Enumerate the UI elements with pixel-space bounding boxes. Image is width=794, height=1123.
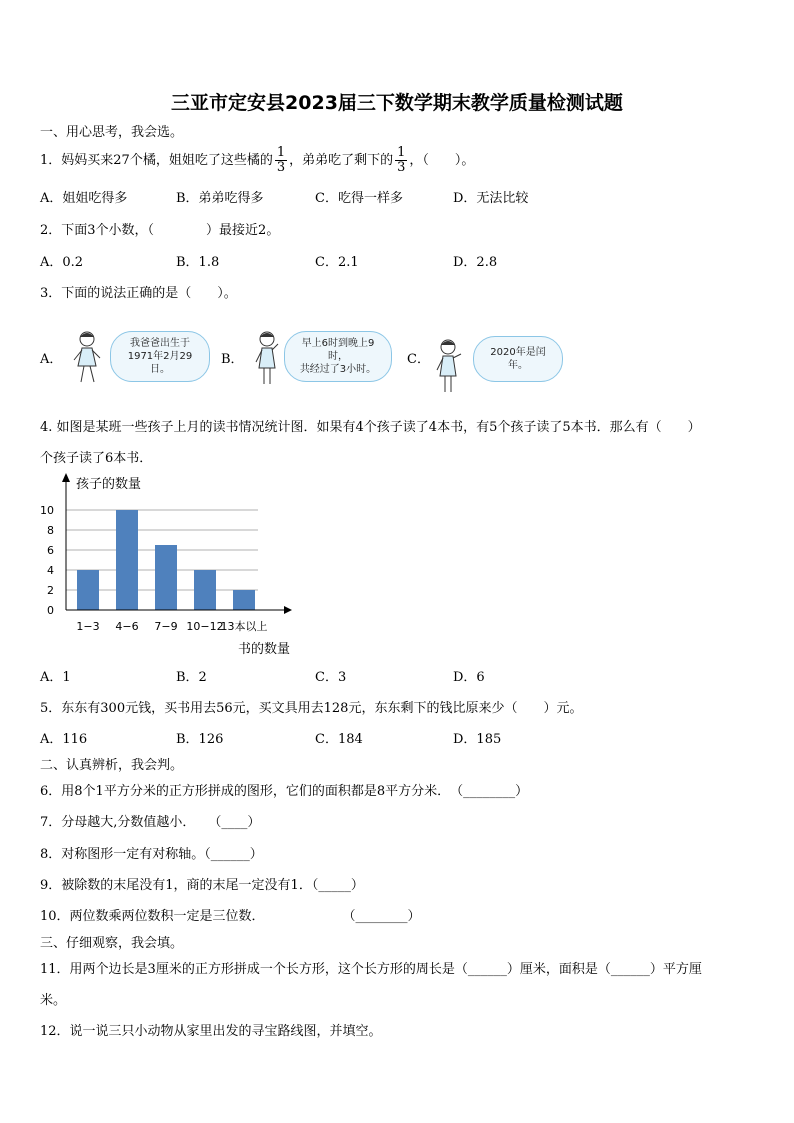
y-tick-label: 8	[47, 524, 54, 537]
girl-figure-c-icon	[431, 338, 465, 396]
x-tick-label: 4−6	[115, 620, 139, 633]
frac-denominator: 3	[397, 160, 406, 175]
question-8: 8．对称图形一定有对称轴。（______）	[40, 847, 263, 862]
question-4-line2: 个孩子读了6本书．	[40, 451, 153, 466]
question-9: 9．被除数的末尾没有1，商的末尾一定没有1．（_____）	[40, 878, 364, 893]
x-tick-label: 10−12	[186, 620, 224, 633]
q3-bubble-a-line1: 我爸爸出生于	[130, 338, 190, 349]
question-2: 2．下面3个小数，（ ）最接近2。	[40, 223, 280, 238]
section-1-heading: 一、用心思考，我会选。	[40, 125, 184, 140]
q1-option-b[interactable]: B．弟弟吃得多	[176, 191, 264, 206]
bar-1	[77, 570, 99, 610]
q1-text-post: ，（ ）。	[409, 153, 475, 168]
question-11-line2: 米。	[40, 993, 67, 1008]
x-axis-arrow-icon	[284, 606, 292, 614]
bar-5	[233, 590, 255, 610]
q3-bubble-b-line2: 共经过了3小时。	[299, 364, 377, 375]
question-6: 6．用8个1平方分米的正方形拼成的图形，它们的面积都是8平方分米． （________）	[40, 784, 529, 799]
bar-2	[116, 510, 138, 610]
bar-3	[155, 545, 177, 610]
x-tick-label: 1−3	[76, 620, 100, 633]
q5-option-b[interactable]: B．126	[176, 732, 224, 747]
frac-denominator: 3	[276, 160, 286, 175]
q1-text-pre: 1．妈妈买来27个橘，姐姐吃了这些橘的	[40, 153, 273, 168]
x-tick-label: 7−9	[154, 620, 178, 633]
q2-option-d[interactable]: D．2.8	[453, 255, 498, 270]
q2-option-b[interactable]: B．1.8	[176, 255, 220, 270]
y-tick-label: 10	[40, 504, 54, 517]
q3-option-b[interactable]: B．	[221, 352, 244, 367]
section-3-heading: 三、仔细观察，我会填。	[40, 936, 184, 951]
chart-ylabel: 孩子的数量	[76, 477, 142, 492]
y-axis-arrow-icon	[62, 473, 70, 482]
y-tick-label: 4	[47, 564, 54, 577]
x-tick-label: 13本以上	[220, 620, 268, 633]
q3-bubble-c: 2020年是闰年。	[473, 336, 563, 382]
y-tick-label: 2	[47, 584, 54, 597]
q2-option-c[interactable]: C．2.1	[315, 255, 359, 270]
y-tick-label: 0	[47, 604, 54, 617]
reading-bar-chart	[30, 470, 320, 660]
girl-figure-a-icon	[70, 330, 104, 388]
q4-option-b[interactable]: B．2	[176, 670, 207, 685]
q1-option-d[interactable]: D．无法比较	[453, 191, 529, 206]
frac-numerator: 1	[276, 145, 286, 160]
q5-option-a[interactable]: A．116	[40, 732, 88, 747]
q2-option-a[interactable]: A．0.2	[40, 255, 84, 270]
question-11-line1: 11．用两个边长是3厘米的正方形拼成一个长方形，这个长方形的周长是（______）厘米，面积是（______）平方厘	[40, 962, 702, 977]
fraction-one-third	[275, 146, 287, 175]
question-1	[40, 146, 474, 176]
q5-option-d[interactable]: D．185	[453, 732, 502, 747]
q1-text-mid: ，弟弟吃了剩下的	[289, 153, 394, 168]
y-tick-label: 6	[47, 544, 54, 557]
question-4-line1: 4. 如图是某班一些孩子上月的读书情况统计图．如果有4个孩子读了4本书，有5个孩子读了5本书．那么有（ ）	[40, 420, 701, 435]
page-title: 三亚市定安县2023届三下数学期末教学质量检测试题	[171, 92, 623, 114]
q3-bubble-a	[110, 331, 210, 382]
question-12: 12．说一说三只小动物从家里出发的寻宝路线图，并填空。	[40, 1024, 382, 1039]
q3-bubble-a-line2: 1971年2月29日。	[127, 351, 193, 375]
section-2-heading: 二、认真辨析，我会判。	[40, 758, 184, 773]
chart-xlabel: 书的数量	[238, 642, 291, 657]
question-5: 5．东东有300元钱，买书用去56元，买文具用去128元，东东剩下的钱比原来少（ ）元。	[40, 701, 583, 716]
question-3: 3．下面的说法正确的是（ ）。	[40, 286, 237, 301]
fraction-one-third-2	[395, 146, 407, 175]
q4-option-c[interactable]: C．3	[315, 670, 347, 685]
girl-figure-b-icon	[250, 330, 284, 388]
q4-option-d[interactable]: D．6	[453, 670, 485, 685]
question-7: 7．分母越大,分数值越小． （____）	[40, 815, 261, 830]
q4-option-a[interactable]: A．1	[40, 670, 71, 685]
q1-option-c[interactable]: C．吃得一样多	[315, 191, 403, 206]
q3-option-c[interactable]: C．	[407, 352, 430, 367]
question-10: 10．两位数乘两位数积一定是三位数． （________）	[40, 909, 421, 924]
bar-4	[194, 570, 216, 610]
q1-option-a[interactable]: A．姐姐吃得多	[40, 191, 128, 206]
q3-option-a[interactable]: A．	[40, 352, 63, 367]
q5-option-c[interactable]: C．184	[315, 732, 363, 747]
frac-numerator: 1	[397, 145, 406, 160]
q3-bubble-b	[284, 331, 392, 382]
q3-bubble-b-line1: 早上6时到晚上9时，	[301, 338, 375, 362]
